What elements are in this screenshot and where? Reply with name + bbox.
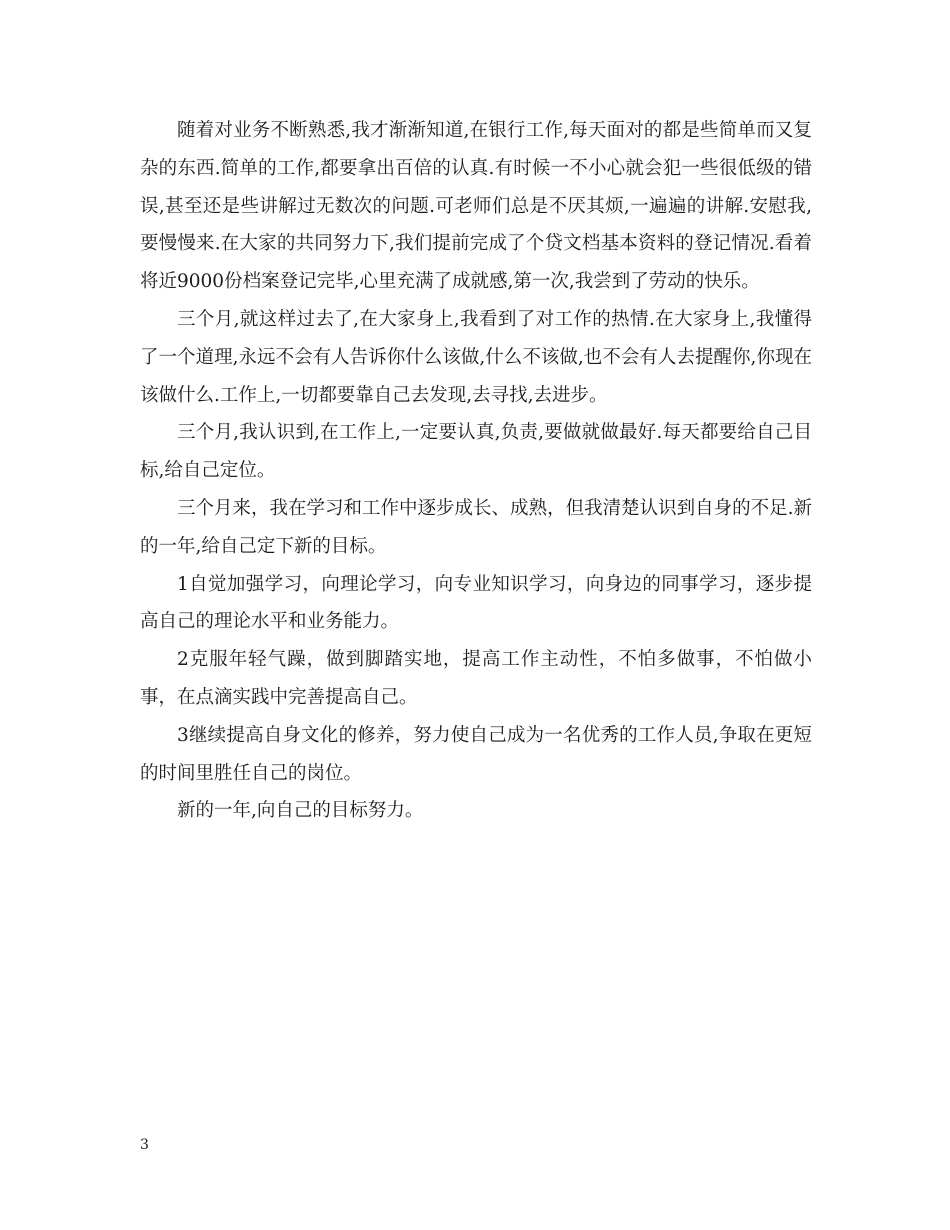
paragraph-three-months-passed: 三个月,就这样过去了,在大家身上,我看到了对工作的热情.在大家身上,我懂得了一个道理,永远不会有人告诉你什么该做,什么不该做,也不会有人去提醒你,你现在该做什么.工作上,一切都要靠自己去发现,去寻找,去进步。 [140,308,812,406]
paragraph-new-year-goals: 三个月来，我在学习和工作中逐步成长、成熟，但我清楚认识到自身的不足.新的一年,给自己定下新的目标。 [140,497,812,557]
page-number: 3 [140,1137,149,1153]
paragraph-goal-3: 3继续提高自身文化的修养，努力使自己成为一名优秀的工作人员,争取在更短的时间里胜任自己的岗位。 [140,724,812,784]
paragraph-goal-2: 2克服年轻气躁，做到脚踏实地，提高工作主动性，不怕多做事，不怕做小事，在点滴实践中完善提高自己。 [140,649,812,708]
paragraph-closing: 新的一年,向自己的目标努力。 [177,800,424,822]
paragraph-goal-1: 1自觉加强学习，向理论学习，向专业知识学习，向身边的同事学习，逐步提高自己的理论水平和业务能力。 [140,573,812,633]
paragraph-bank-work: 随着对业务不断熟悉,我才渐渐知道,在银行工作,每天面对的都是些简单而又复杂的东西.简单的工作,都要拿出百倍的认真.有时候一不小心就会犯一些很低级的错误,甚至还是些讲解过无数次的问题.可老师们总是不厌其烦,一遍遍的讲解.安慰我,要慢慢来.在大家的共同努力下,我们提前完成了个贷文档基本资料的登记情况.看着将近9000份档案登记完毕,心里充满了成就感,第一次,我尝到了劳动的快乐。 [140,120,812,293]
document-body [140,112,812,830]
paragraph-three-months-learned: 三个月,我认识到,在工作上,一定要认真,负责,要做就做最好.每天都要给自己目标,给自己定位。 [140,422,812,482]
